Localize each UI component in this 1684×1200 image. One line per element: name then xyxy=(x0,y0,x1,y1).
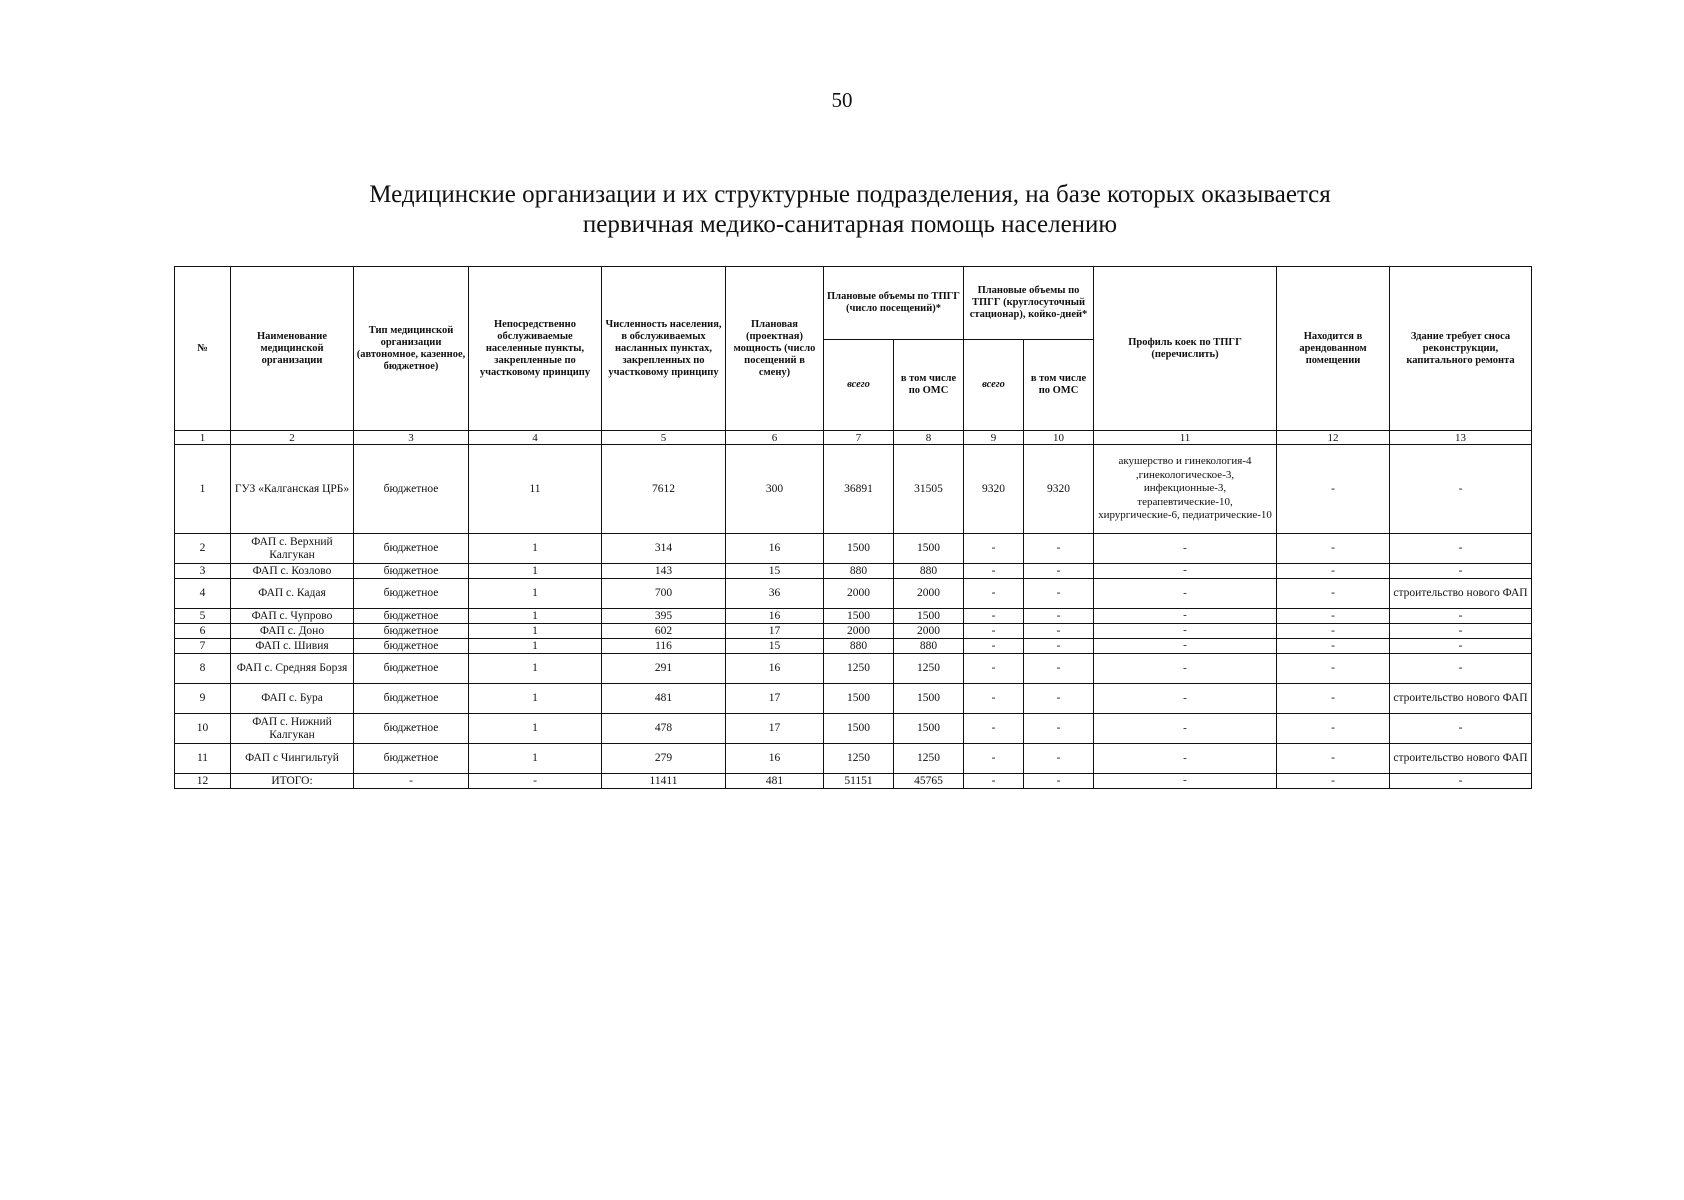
cell-beds-total: - xyxy=(964,639,1024,654)
cell-rented: - xyxy=(1277,714,1390,744)
title-line-2: первичная медико-санитарная помощь населению xyxy=(582,211,1118,238)
cell-name: ФАП с. Бура xyxy=(231,684,354,714)
cell-points: 1 xyxy=(469,609,602,624)
table-row xyxy=(175,609,1532,624)
cell-profile: - xyxy=(1094,684,1277,714)
cell-capacity: 15 xyxy=(726,564,824,579)
cell-repair: - xyxy=(1390,624,1532,639)
cell-visits-total: 1250 xyxy=(824,744,894,774)
cell-beds-oms: - xyxy=(1024,624,1094,639)
cell-repair: - xyxy=(1390,609,1532,624)
document-title xyxy=(200,180,1500,240)
cell-profile: - xyxy=(1094,639,1277,654)
header-type: Тип медицинской организации (автономное, казенное, бюджетное) xyxy=(354,267,469,431)
cell-population: 478 xyxy=(602,714,726,744)
cell-profile: акушерство и гинекология-4 ,гинекологическое-3, инфекционные-3, терапевтические-10, хирургические-6, педиатрические-10 xyxy=(1094,445,1277,534)
column-number: 11 xyxy=(1094,431,1277,445)
cell-type: бюджетное xyxy=(354,609,469,624)
cell-beds-total: - xyxy=(964,579,1024,609)
cell-beds-oms: - xyxy=(1024,774,1094,789)
cell-points: 11 xyxy=(469,445,602,534)
cell-points: 1 xyxy=(469,714,602,744)
cell-name: ФАП с. Нижний Калгукан xyxy=(231,714,354,744)
cell-type: бюджетное xyxy=(354,534,469,564)
table-row xyxy=(175,744,1532,774)
cell-population: 602 xyxy=(602,624,726,639)
cell-rented: - xyxy=(1277,744,1390,774)
cell-profile: - xyxy=(1094,564,1277,579)
cell-no: 9 xyxy=(175,684,231,714)
cell-beds-total: - xyxy=(964,684,1024,714)
cell-no: 5 xyxy=(175,609,231,624)
cell-no: 11 xyxy=(175,744,231,774)
cell-visits-total: 2000 xyxy=(824,579,894,609)
table-row xyxy=(175,714,1532,744)
header-beds-oms: в том числе по ОМС xyxy=(1024,340,1094,431)
cell-repair: - xyxy=(1390,714,1532,744)
cell-visits-total: 51151 xyxy=(824,774,894,789)
cell-points: 1 xyxy=(469,639,602,654)
cell-capacity: 16 xyxy=(726,744,824,774)
cell-type: бюджетное xyxy=(354,445,469,534)
cell-type: бюджетное xyxy=(354,639,469,654)
cell-repair: - xyxy=(1390,639,1532,654)
cell-profile: - xyxy=(1094,609,1277,624)
cell-name: ГУЗ «Калганская ЦРБ» xyxy=(231,445,354,534)
cell-beds-total: 9320 xyxy=(964,445,1024,534)
table-body xyxy=(175,445,1532,789)
table-row xyxy=(175,534,1532,564)
cell-repair: - xyxy=(1390,445,1532,534)
cell-visits-oms: 1500 xyxy=(894,609,964,624)
column-number-row xyxy=(175,431,1532,445)
cell-type: бюджетное xyxy=(354,564,469,579)
header-visits: Плановые объемы по ТПГГ (число посещений)* xyxy=(824,267,964,340)
cell-population: 700 xyxy=(602,579,726,609)
table-row xyxy=(175,774,1532,789)
cell-name: ФАП с. Шивия xyxy=(231,639,354,654)
cell-visits-oms: 1250 xyxy=(894,744,964,774)
column-number: 10 xyxy=(1024,431,1094,445)
cell-population: 291 xyxy=(602,654,726,684)
header-visits-oms: в том числе по ОМС xyxy=(894,340,964,431)
cell-beds-total: - xyxy=(964,714,1024,744)
header-points: Непосредственно обслуживаемые населенные пункты, закрепленные по участковому принципу xyxy=(469,267,602,431)
cell-visits-total: 1500 xyxy=(824,714,894,744)
cell-type: бюджетное xyxy=(354,579,469,609)
cell-population: 481 xyxy=(602,684,726,714)
cell-rented: - xyxy=(1277,534,1390,564)
cell-type: бюджетное xyxy=(354,654,469,684)
table-row xyxy=(175,579,1532,609)
title-line-1: Медицинские организации и их структурные подразделения, на базе которых оказывается xyxy=(369,181,1331,208)
cell-visits-total: 1500 xyxy=(824,609,894,624)
cell-name: ИТОГО: xyxy=(231,774,354,789)
cell-visits-oms: 2000 xyxy=(894,579,964,609)
cell-population: 11411 xyxy=(602,774,726,789)
cell-rented: - xyxy=(1277,609,1390,624)
cell-visits-total: 880 xyxy=(824,564,894,579)
cell-no: 4 xyxy=(175,579,231,609)
cell-no: 12 xyxy=(175,774,231,789)
cell-points: 1 xyxy=(469,744,602,774)
cell-no: 10 xyxy=(175,714,231,744)
header-beds: Плановые объемы по ТПГГ (круглосуточный стационар), койко-дней* xyxy=(964,267,1094,340)
cell-visits-oms: 31505 xyxy=(894,445,964,534)
cell-points: 1 xyxy=(469,534,602,564)
cell-no: 3 xyxy=(175,564,231,579)
cell-visits-total: 1500 xyxy=(824,534,894,564)
cell-capacity: 17 xyxy=(726,624,824,639)
column-number: 1 xyxy=(175,431,231,445)
column-number: 5 xyxy=(602,431,726,445)
cell-beds-oms: - xyxy=(1024,609,1094,624)
column-number: 6 xyxy=(726,431,824,445)
cell-points: 1 xyxy=(469,564,602,579)
cell-name: ФАП с Чингильтуй xyxy=(231,744,354,774)
header-visits-total: всего xyxy=(824,340,894,431)
cell-population: 143 xyxy=(602,564,726,579)
cell-beds-oms: - xyxy=(1024,714,1094,744)
cell-visits-total: 880 xyxy=(824,639,894,654)
column-number: 13 xyxy=(1390,431,1532,445)
cell-profile: - xyxy=(1094,654,1277,684)
cell-rented: - xyxy=(1277,624,1390,639)
header-repair: Здание требует сноса реконструкции, капитального ремонта xyxy=(1390,267,1532,431)
table-row xyxy=(175,445,1532,534)
medical-organizations-table xyxy=(174,266,1532,789)
header-rented: Находится в арендованном помещении xyxy=(1277,267,1390,431)
cell-beds-total: - xyxy=(964,774,1024,789)
cell-no: 8 xyxy=(175,654,231,684)
column-number: 3 xyxy=(354,431,469,445)
cell-beds-total: - xyxy=(964,534,1024,564)
cell-type: бюджетное xyxy=(354,684,469,714)
column-number: 12 xyxy=(1277,431,1390,445)
cell-rented: - xyxy=(1277,564,1390,579)
cell-beds-oms: - xyxy=(1024,579,1094,609)
cell-beds-oms: 9320 xyxy=(1024,445,1094,534)
cell-visits-oms: 1250 xyxy=(894,654,964,684)
table-row xyxy=(175,639,1532,654)
header-capacity: Плановая (проектная) мощность (число посещений в смену) xyxy=(726,267,824,431)
cell-name: ФАП с. Кадая xyxy=(231,579,354,609)
page-number: 50 xyxy=(831,88,853,112)
cell-beds-total: - xyxy=(964,609,1024,624)
cell-beds-total: - xyxy=(964,744,1024,774)
cell-visits-oms: 2000 xyxy=(894,624,964,639)
cell-profile: - xyxy=(1094,534,1277,564)
cell-points: 1 xyxy=(469,579,602,609)
header-profile: Профиль коек по ТПГГ (перечислить) xyxy=(1094,267,1277,431)
cell-beds-oms: - xyxy=(1024,534,1094,564)
cell-capacity: 15 xyxy=(726,639,824,654)
cell-profile: - xyxy=(1094,744,1277,774)
header-population: Численность населения, в обслуживаемых насланных пунктах, закрепленных по участковому принципу xyxy=(602,267,726,431)
cell-rented: - xyxy=(1277,639,1390,654)
cell-beds-total: - xyxy=(964,624,1024,639)
cell-population: 314 xyxy=(602,534,726,564)
cell-rented: - xyxy=(1277,654,1390,684)
cell-beds-oms: - xyxy=(1024,684,1094,714)
cell-type: бюджетное xyxy=(354,624,469,639)
cell-rented: - xyxy=(1277,579,1390,609)
header-name: Наименование медицинской организации xyxy=(231,267,354,431)
cell-repair: - xyxy=(1390,564,1532,579)
cell-population: 279 xyxy=(602,744,726,774)
cell-profile: - xyxy=(1094,774,1277,789)
table-row xyxy=(175,564,1532,579)
cell-visits-oms: 880 xyxy=(894,639,964,654)
cell-type: - xyxy=(354,774,469,789)
cell-type: бюджетное xyxy=(354,744,469,774)
cell-name: ФАП с. Доно xyxy=(231,624,354,639)
column-number: 7 xyxy=(824,431,894,445)
column-number: 2 xyxy=(231,431,354,445)
column-number: 9 xyxy=(964,431,1024,445)
header-beds-total: всего xyxy=(964,340,1024,431)
cell-visits-oms: 1500 xyxy=(894,714,964,744)
cell-no: 6 xyxy=(175,624,231,639)
cell-visits-total: 2000 xyxy=(824,624,894,639)
cell-name: ФАП с. Средняя Борзя xyxy=(231,654,354,684)
cell-name: ФАП с. Козлово xyxy=(231,564,354,579)
cell-profile: - xyxy=(1094,624,1277,639)
cell-capacity: 481 xyxy=(726,774,824,789)
cell-capacity: 300 xyxy=(726,445,824,534)
cell-rented: - xyxy=(1277,684,1390,714)
cell-no: 2 xyxy=(175,534,231,564)
table-row xyxy=(175,624,1532,639)
cell-name: ФАП с. Чупрово xyxy=(231,609,354,624)
cell-visits-total: 1500 xyxy=(824,684,894,714)
cell-repair: - xyxy=(1390,774,1532,789)
table-row xyxy=(175,684,1532,714)
cell-repair: строительство нового ФАП xyxy=(1390,684,1532,714)
cell-repair: строительство нового ФАП xyxy=(1390,579,1532,609)
cell-points: 1 xyxy=(469,684,602,714)
cell-population: 116 xyxy=(602,639,726,654)
cell-capacity: 16 xyxy=(726,534,824,564)
column-number: 8 xyxy=(894,431,964,445)
cell-repair: - xyxy=(1390,654,1532,684)
cell-visits-oms: 1500 xyxy=(894,684,964,714)
cell-points: 1 xyxy=(469,654,602,684)
table-row xyxy=(175,654,1532,684)
cell-rented: - xyxy=(1277,774,1390,789)
header-no: № xyxy=(175,267,231,431)
cell-name: ФАП с. Верхний Калгукан xyxy=(231,534,354,564)
cell-visits-oms: 880 xyxy=(894,564,964,579)
cell-visits-total: 36891 xyxy=(824,445,894,534)
cell-population: 395 xyxy=(602,609,726,624)
cell-rented: - xyxy=(1277,445,1390,534)
cell-repair: строительство нового ФАП xyxy=(1390,744,1532,774)
cell-capacity: 16 xyxy=(726,654,824,684)
cell-beds-oms: - xyxy=(1024,744,1094,774)
cell-points: 1 xyxy=(469,624,602,639)
cell-population: 7612 xyxy=(602,445,726,534)
cell-capacity: 17 xyxy=(726,684,824,714)
cell-beds-total: - xyxy=(964,564,1024,579)
cell-profile: - xyxy=(1094,579,1277,609)
cell-visits-total: 1250 xyxy=(824,654,894,684)
cell-no: 1 xyxy=(175,445,231,534)
cell-visits-oms: 1500 xyxy=(894,534,964,564)
cell-type: бюджетное xyxy=(354,714,469,744)
cell-points: - xyxy=(469,774,602,789)
column-number: 4 xyxy=(469,431,602,445)
cell-capacity: 17 xyxy=(726,714,824,744)
cell-beds-total: - xyxy=(964,654,1024,684)
cell-capacity: 16 xyxy=(726,609,824,624)
cell-beds-oms: - xyxy=(1024,654,1094,684)
cell-profile: - xyxy=(1094,714,1277,744)
cell-visits-oms: 45765 xyxy=(894,774,964,789)
cell-capacity: 36 xyxy=(726,579,824,609)
cell-repair: - xyxy=(1390,534,1532,564)
cell-no: 7 xyxy=(175,639,231,654)
cell-beds-oms: - xyxy=(1024,564,1094,579)
cell-beds-oms: - xyxy=(1024,639,1094,654)
